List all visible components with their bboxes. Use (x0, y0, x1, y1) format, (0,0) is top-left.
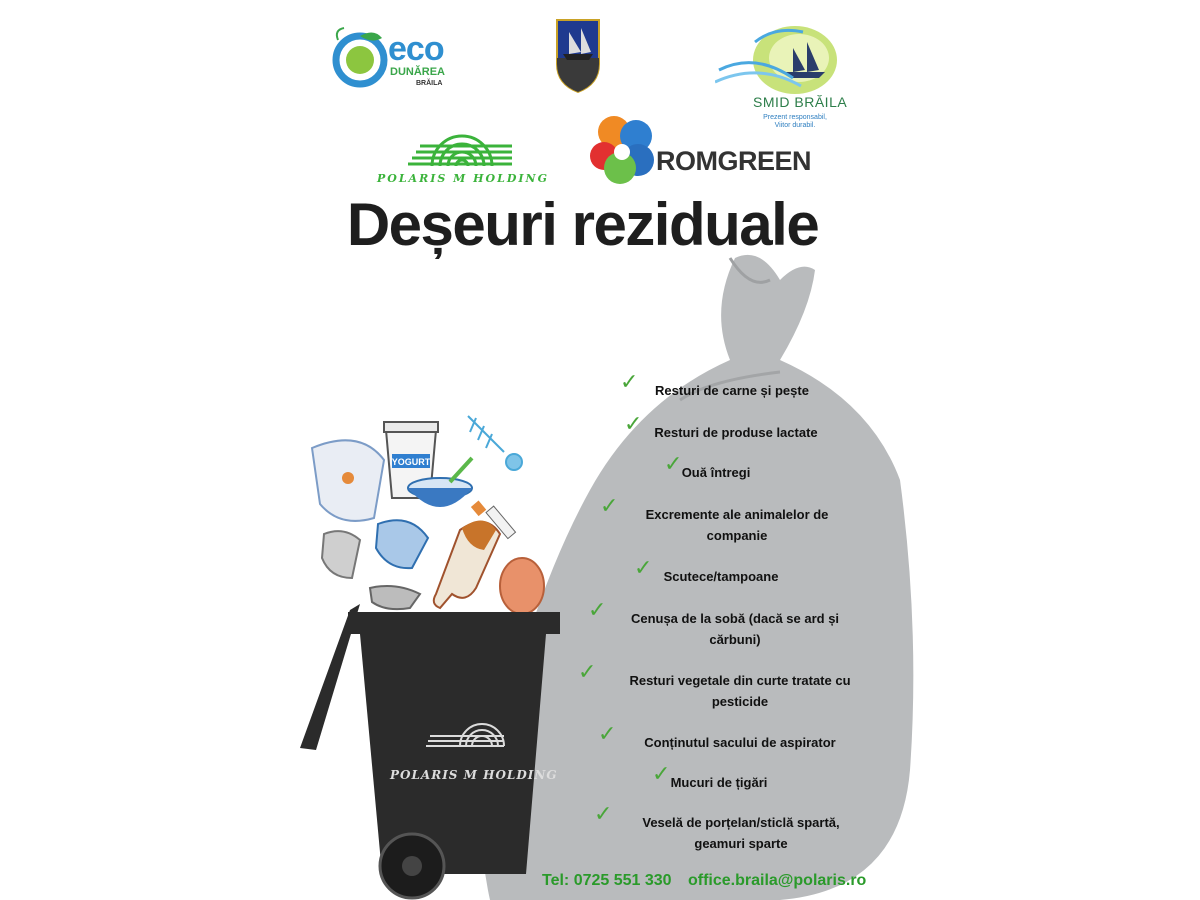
eco-logo-subtitle: DUNĂREA (390, 66, 445, 78)
waste-list-item-line: Scutece/tampoane (663, 569, 779, 584)
waste-list-item (610, 732, 870, 753)
checkmark-icon: ✓ (594, 801, 613, 826)
diaper-icon (312, 440, 384, 521)
romgreen-logo (590, 112, 815, 192)
waste-list-item (636, 422, 836, 443)
checkmark-icon: ✓ (634, 555, 653, 580)
checkmark-icon: ✓ (620, 369, 639, 394)
checkmark-icon: ✓ (598, 721, 617, 746)
waste-pile-illustration (300, 408, 560, 618)
waste-list-item-line: Excremente ale animalelor de (645, 507, 829, 522)
waste-list-item-line: geamuri sparte (694, 836, 788, 851)
eco-globe-icon (330, 26, 394, 90)
eco-logo-city: BRĂILA (416, 80, 443, 87)
waste-list-item (646, 566, 796, 587)
waste-list-item-line: Ouă întregi (681, 465, 751, 480)
waste-list-item (664, 772, 774, 793)
contact-phone: Tel: 0725 551 330 (542, 872, 672, 889)
waste-list-item-line: Resturi de produse lactate (654, 425, 818, 440)
coat-of-arms-icon (555, 18, 601, 94)
contact-email: office.braila@polaris.ro (688, 872, 867, 889)
eco-logo-word: eco (388, 30, 444, 68)
waste-list-item-line: Resturi vegetale din curte tratate cu (629, 673, 851, 688)
waste-list-item (676, 462, 756, 483)
eco-dunarea-logo (330, 22, 460, 92)
braila-coat-of-arms-logo (555, 18, 601, 94)
checkmark-icon: ✓ (600, 493, 619, 518)
checkmark-icon: ✓ (664, 451, 683, 476)
romgreen-logo-name: ROMGREEN (656, 146, 812, 176)
checkmark-icon: ✓ (578, 659, 597, 684)
yogurt-label: YOGURT (391, 457, 431, 467)
smid-emblem-icon (715, 22, 850, 102)
waste-list-item-line: Veselă de porțelan/sticlă spartă, (642, 815, 840, 830)
waste-list-item (590, 670, 890, 712)
romgreen-flower-icon (590, 112, 660, 190)
waste-list-item-line: Resturi de carne și pește (655, 383, 809, 398)
waste-list-item (632, 380, 832, 401)
waste-list-item (606, 812, 876, 854)
polaris-swirl-icon (372, 108, 554, 172)
page-title: Deșeuri reziduale (346, 191, 819, 258)
smid-logo-tagline: Prezent responsabil, Viitor durabil. (763, 114, 827, 130)
waste-list-item-line: Conținutul sacului de aspirator (644, 735, 836, 750)
polaris-logo-name: POLARIS M HOLDING (376, 172, 550, 185)
waste-list-item-line: Mucuri de țigări (670, 775, 768, 790)
checkmark-icon: ✓ (652, 761, 671, 786)
waste-bin-illustration (290, 590, 560, 900)
waste-list-item-line: companie (706, 528, 768, 543)
waste-list-item (612, 504, 862, 546)
smid-logo-name: SMID BRĂILA (753, 94, 848, 110)
fish-bone-icon (468, 416, 522, 470)
polaris-holding-logo (372, 108, 554, 188)
waste-list-item-line: cărbuni) (709, 632, 761, 647)
waste-list-item (600, 608, 870, 650)
checkmark-icon: ✓ (624, 411, 643, 436)
waste-list-item-line: pesticide (711, 694, 769, 709)
waste-list-item-line: Cenușa de la sobă (dacă se ard și (630, 611, 840, 626)
checkmark-icon: ✓ (588, 597, 607, 622)
bin-brand-label: POLARIS M HOLDING (390, 768, 558, 782)
